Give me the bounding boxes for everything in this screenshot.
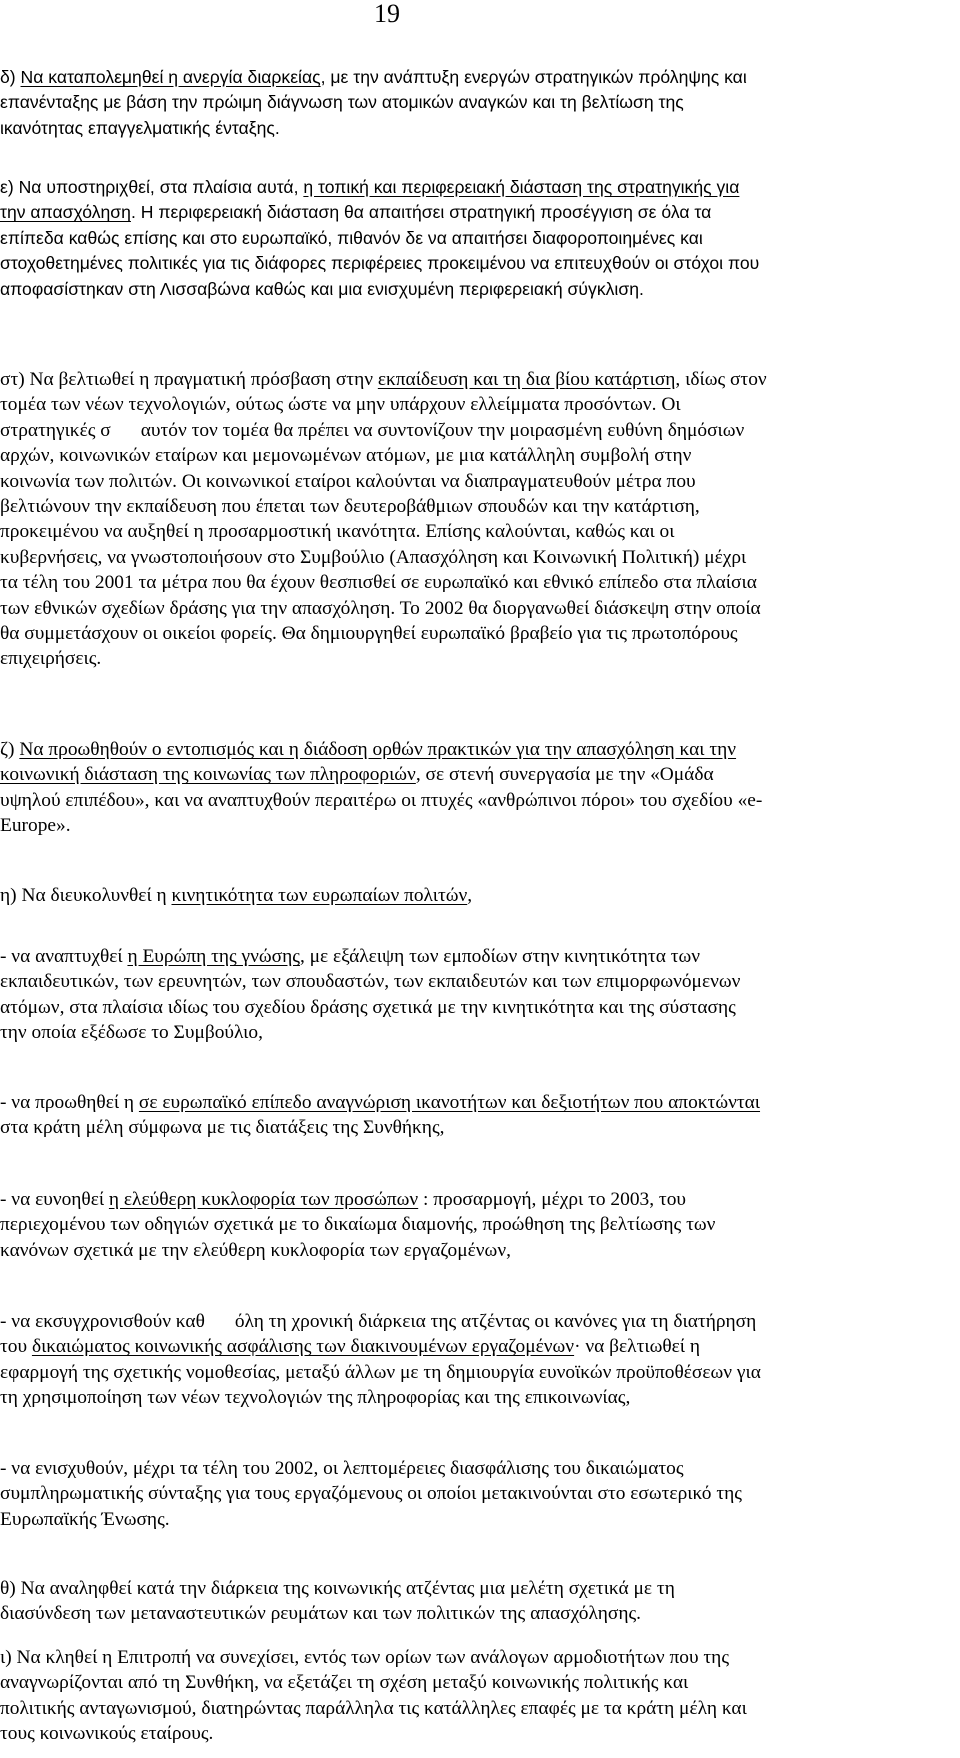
paragraph-st-underlined: εκπαίδευση και τη δια βίου κατάρτιση [377,369,676,390]
bullet-4-text-2: του [0,1336,32,1358]
bullet-2-line-2: στα κράτη μέλη σύμφωνα με τις διατάξεις της Συνθήκης, [0,1117,445,1139]
paragraph-e-underlined: η τοπική και περιφερειακή διάσταση της στρατηγικής για [303,177,740,197]
paragraph-st-line-2: τομέα των νέων τεχνολογιών, ούτως ώστε να μην υπάρχουν ελλείμματα προσόντων. Οι [0,394,681,416]
paragraph-st [0,367,958,672]
paragraph-i-line-1: ι) Να κληθεί η Επιτροπή να συνεχίσει, εντός των ορίων των ανάλογων αρμοδιοτήτων που της [0,1647,730,1668]
paragraph-st-line-7: προκειμένου να αυξηθεί η προσαρμοστική ικανότητα. Επίσης καλούνται, καθώς και οι [0,521,675,543]
paragraph-z-underlined: Να προωθηθούν ο εντοπισμός και η διάδοση ορθών πρακτικών για την απασχόληση και την [19,739,737,760]
paragraph-h-text-2: , [467,885,473,906]
paragraph-h [0,883,958,908]
paragraph-st-line-3 [0,418,958,443]
paragraph-d-underlined: Να καταπολεμηθεί η ανεργία διαρκείας [20,67,321,87]
bullet-3-text-2: : προσαρμογή, μέχρι το 2003, του [418,1189,687,1210]
bullet-4-underlined: δικαιώματος κοινωνικής ασφάλισης των διακινουμένων εργαζομένων [31,1336,575,1358]
paragraph-i-line-4: τους κοινωνικούς εταίρους. [0,1723,214,1745]
paragraph-e-line-5: αποφασίστηκαν στη Λισσαβώνα καθώς και μια ενισχυμένη περιφερειακή σύγκλιση. [0,278,644,299]
bullet-4-line-2 [0,1334,958,1359]
paragraph-d-line-3: ικανότητας επαγγελματικής ένταξης. [0,117,280,138]
bullet-1-line-2: εκπαιδευτικών, των ερευνητών, των σπουδαστών, των εκπαιδευτών και των επιμορφωνόμενων [0,971,741,993]
bullet-3-line-1 [0,1187,958,1212]
paragraph-st-line-3b: αυτόν τον τομέα θα πρέπει να συντονίζουν την μοιρασμένη ευθύνη δημόσιων [140,419,745,441]
paragraph-st-line-12: επιχειρήσεις. [0,648,102,670]
paragraph-st-text-2: , ιδίως στον [675,369,767,390]
bullet-4-text-b: όλη τη χρονική διάρκεια της ατζέντας οι κανόνες για τη διατήρηση [234,1311,757,1332]
bullet-3-underlined: η ελεύθερη κυκλοφορία των προσώπων [108,1189,419,1210]
bullet-3-line-3: κανόνων σχετικά με την ελεύθερη κυκλοφορία των εργαζομένων, [0,1239,511,1261]
paragraph-st-line-10: των εθνικών σχεδίων δράσης για την απασχόληση. Το 2002 θα διοργανωθεί διάσκεψη στην οποία [0,597,761,619]
paragraph-st-line-8: κυβερνήσεις, να γνωστοποιήσουν στο Συμβούλιο (Απασχόληση και Κοινωνική Πολιτική) μέχρι [0,546,747,568]
paragraph-d-text: , με την ανάπτυξη ενεργών στρατηγικών πρόληψης και [320,67,747,87]
paragraph-st-line-5: κοινωνία των πολιτών. Οι κοινωνικοί εταίροι καλούνται να διαπραγματευθούν μέτρα που [0,470,696,492]
bullet-1-text-2: , με εξάλειψη των εμποδίων στην κινητικότητα των [299,946,701,967]
paragraph-i-line-2: αναγνωρίζονται από τη Συνθήκη, να εξετάζει τη σχέση μεταξύ κοινωνικής πολιτικής και [0,1672,689,1694]
paragraph-z-line-2 [0,762,958,787]
paragraph-z-label: ζ) [0,739,20,760]
bullet-4-line-3: εφαρμογή της σχετικής νομοθεσίας, μεταξύ άλλων με τη δημιουργία ευνοϊκών προϋποθέσεων για [0,1361,761,1383]
paragraph-d-line-1 [0,65,958,90]
bullet-3-text: - να ευνοηθεί [0,1189,109,1210]
bullet-2 [0,1090,958,1141]
paragraph-z-underlined-2: κοινωνική διάσταση της κοινωνίας των πληροφοριών [0,764,416,786]
paragraph-z-text: , σε στενή συνεργασία με την «Ομάδα [415,764,714,786]
page-number: 19 [374,0,400,28]
paragraph-st-line-3a: στρατηγικές σ [0,419,111,441]
paragraph-th-line-1: θ) Να αναληφθεί κατά την διάρκεια της κοινωνικής ατζέντας μια μελέτη σχετικά με τη [0,1578,675,1599]
bullet-4-text-3: · να βελτιωθεί η [574,1336,700,1358]
bullet-1-underlined: η Ευρώπη της γνώσης [127,946,300,967]
paragraph-d [0,65,958,141]
paragraph-e-text: ε) Να υποστηριχθεί, στα πλαίσια αυτά, [0,177,304,197]
paragraph-e-line-4: στοχοθετημένες πολιτικές για τις διάφορες περιφέρειες προκειμένου να επιτευχθούν οι στόχοι που [0,253,760,274]
paragraph-th-line-2: διασύνδεση των μεταναστευτικών ρευμάτων και των πολιτικών της απασχόλησης. [0,1603,641,1625]
bullet-4-line-4: τη χρησιμοποίηση των νέων τεχνολογιών της πληροφορίας και της επικοινωνίας, [0,1387,631,1409]
paragraph-st-line-9: τα τέλη του 2001 τα μέτρα που θα έχουν θεσπισθεί σε ευρωπαϊκό και εθνικό επίπεδο στα πλαίσια [0,572,757,594]
paragraph-z-line-4: Europe». [0,815,71,837]
bullet-2-underlined: σε ευρωπαϊκό επίπεδο αναγνώριση ικανοτήτων και δεξιοτήτων που αποκτώνται [138,1092,761,1113]
bullet-4-text: - να εκσυγχρονισθούν καθ [0,1311,205,1332]
bullet-1-text: - να αναπτυχθεί [0,946,128,967]
bullet-4 [0,1309,958,1411]
bullet-5 [0,1456,958,1532]
paragraph-e-line-2 [0,200,958,225]
paragraph-h-line-1 [0,883,958,908]
paragraph-e-text-2: . Η περιφερειακή διάσταση θα απαιτήσει στρατηγική προσέγγιση σε όλα τα [130,202,712,223]
paragraph-h-underlined: κινητικότητα των ευρωπαίων πολιτών [171,885,468,906]
paragraph-e-line-1 [0,175,958,200]
paragraph-h-text: η) Να διευκολυνθεί η [0,885,172,906]
paragraph-z [0,737,958,839]
bullet-1 [0,944,958,1046]
bullet-3-line-2: περιεχομένου των οδηγιών σχετικά με το δικαίωμα διαμονής, προώθηση της βελτίωσης των [0,1214,716,1236]
paragraph-st-line-1 [0,367,958,392]
paragraph-st-line-6: βελτιώνουν την εκπαίδευση που έπεται των δευτεροβάθμιων σπουδών και την κατάρτιση, [0,496,700,518]
bullet-2-text: - να προωθηθεί η [0,1092,139,1113]
paragraph-e-underlined-2: την απασχόληση [0,202,131,223]
bullet-2-line-1 [0,1090,958,1115]
paragraph-z-line-3: υψηλού επιπέδου», και να αναπτυχθούν περαιτέρω οι πτυχές «ανθρώπινοι πόροι» του σχεδίου «e- [0,789,763,811]
paragraph-st-line-4: αρχών, κοινωνικών εταίρων και μεμονωμένων ατόμων, με μια κατάλληλη συμβολή στην [0,445,692,467]
bullet-1-line-3: ατόμων, στα πλαίσια ιδίως του σχεδίου δράσης σχετικά με την κινητικότητα και της σύστασης [0,996,736,1018]
bullet-1-line-1 [0,944,958,969]
bullet-5-line-3: Ευρωπαϊκής Ένωσης. [0,1508,170,1530]
bullet-5-line-1: - να ενισχυθούν, μέχρι τα τέλη του 2002, οι λεπτομέρειες διασφάλισης του δικαιώματος [0,1458,684,1479]
paragraph-st-text: στ) Να βελτιωθεί η πραγματική πρόσβαση στην [0,369,378,390]
paragraph-d-line-2: επανένταξης με βάση την πρώιμη διάγνωση των ατομικών αναγκών και τη βελτίωση της [0,92,684,113]
paragraph-i [0,1645,958,1747]
bullet-1-line-4: την οποία εξέδωσε το Συμβούλιο, [0,1022,263,1044]
paragraph-th [0,1576,958,1627]
paragraph-st-line-11: θα συμμετάσχουν οι οικείοι φορείς. Θα δημιουργηθεί ευρωπαϊκό βραβείο για τις πρωτοπόρους [0,623,738,645]
paragraph-i-line-3: πολιτικής ανταγωνισμού, διατηρώντας παράλληλα τις κατάλληλες επαφές με τα κράτη μέλη και [0,1697,747,1719]
bullet-3 [0,1187,958,1263]
paragraph-e [0,175,958,302]
paragraph-z-line-1 [0,737,958,762]
bullet-5-line-2: συμπληρωματικής σύνταξης για τους εργαζόμενους οι οποίοι μετακινούνται στο εσωτερικό της [0,1483,742,1505]
bullet-4-line-1 [0,1309,958,1334]
paragraph-e-line-3: επίπεδα καθώς επίσης και στο ευρωπαϊκό, πιθανόν δε να απαιτήσει διαφοροποιημένες και [0,227,703,248]
paragraph-d-label: δ) [0,67,21,87]
